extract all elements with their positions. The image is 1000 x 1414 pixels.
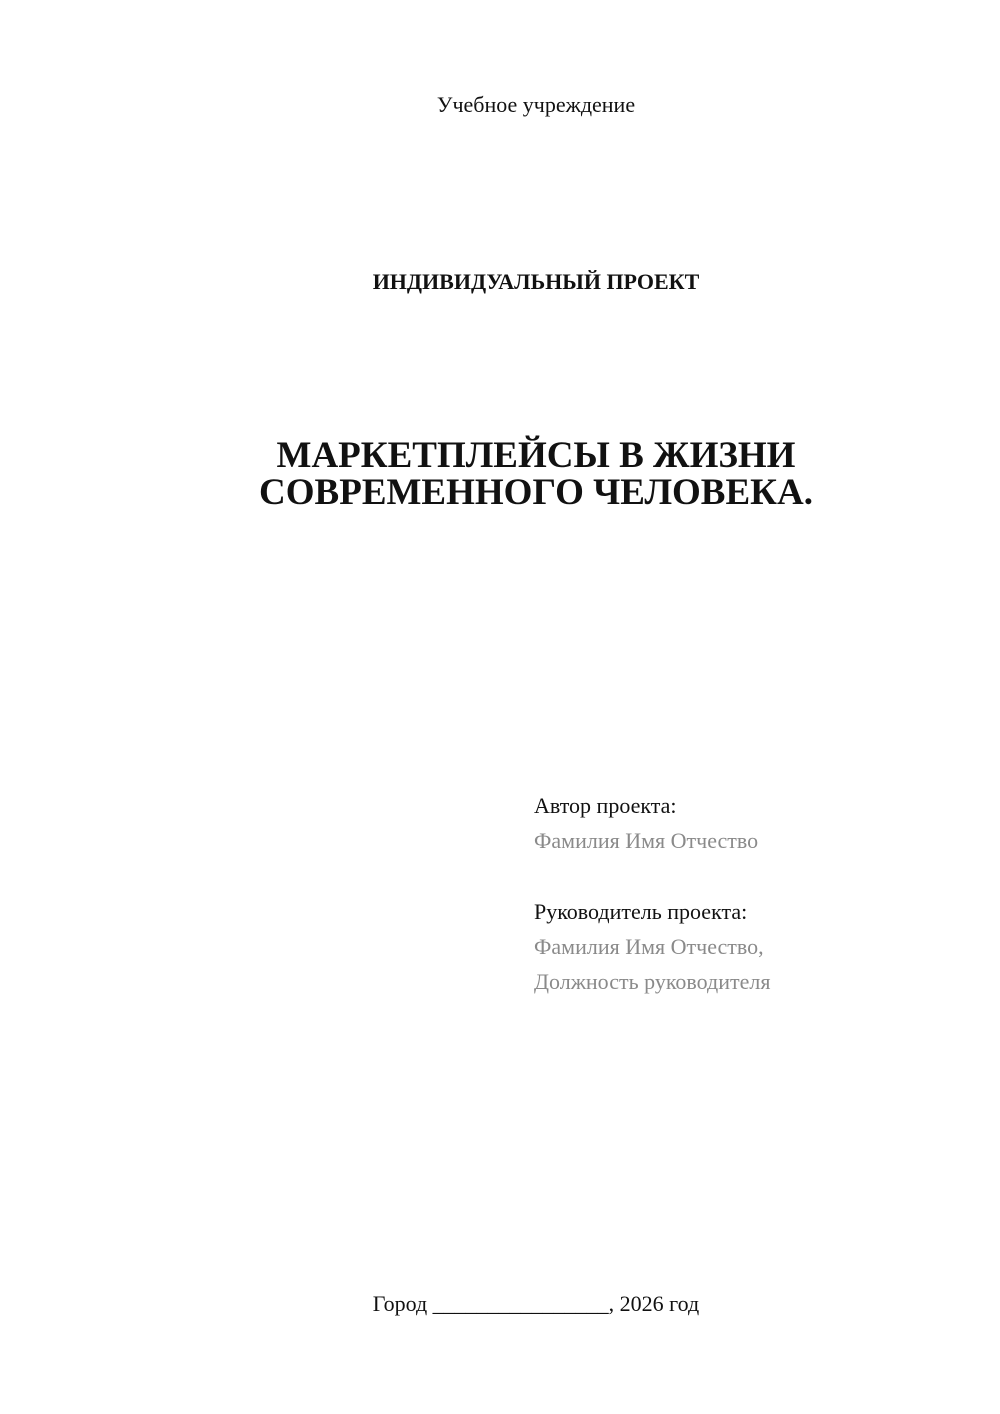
document-type: ИНДИВИДУАЛЬНЫЙ ПРОЕКТ <box>372 269 700 294</box>
author-name: Фамилия Имя Отчество <box>534 828 759 853</box>
supervisor-name: Фамилия Имя Отчество, <box>534 934 764 959</box>
project-title-line-2: СОВРЕМЕННОГО ЧЕЛОВЕКА. <box>259 472 813 513</box>
institution-name: Учебное учреждение <box>436 92 636 117</box>
project-info-block <box>534 788 974 999</box>
supervisor-position: Должность руководителя <box>534 969 771 994</box>
project-title <box>0 437 1000 511</box>
info-spacer <box>534 858 974 894</box>
author-label: Автор проекта: <box>534 793 677 818</box>
project-title-line-1: МАРКЕТПЛЕЙСЫ В ЖИЗНИ <box>276 435 796 476</box>
supervisor-label: Руководитель проекта: <box>534 899 748 924</box>
city-year-footer: Город ________________, 2026 год <box>372 1291 700 1316</box>
